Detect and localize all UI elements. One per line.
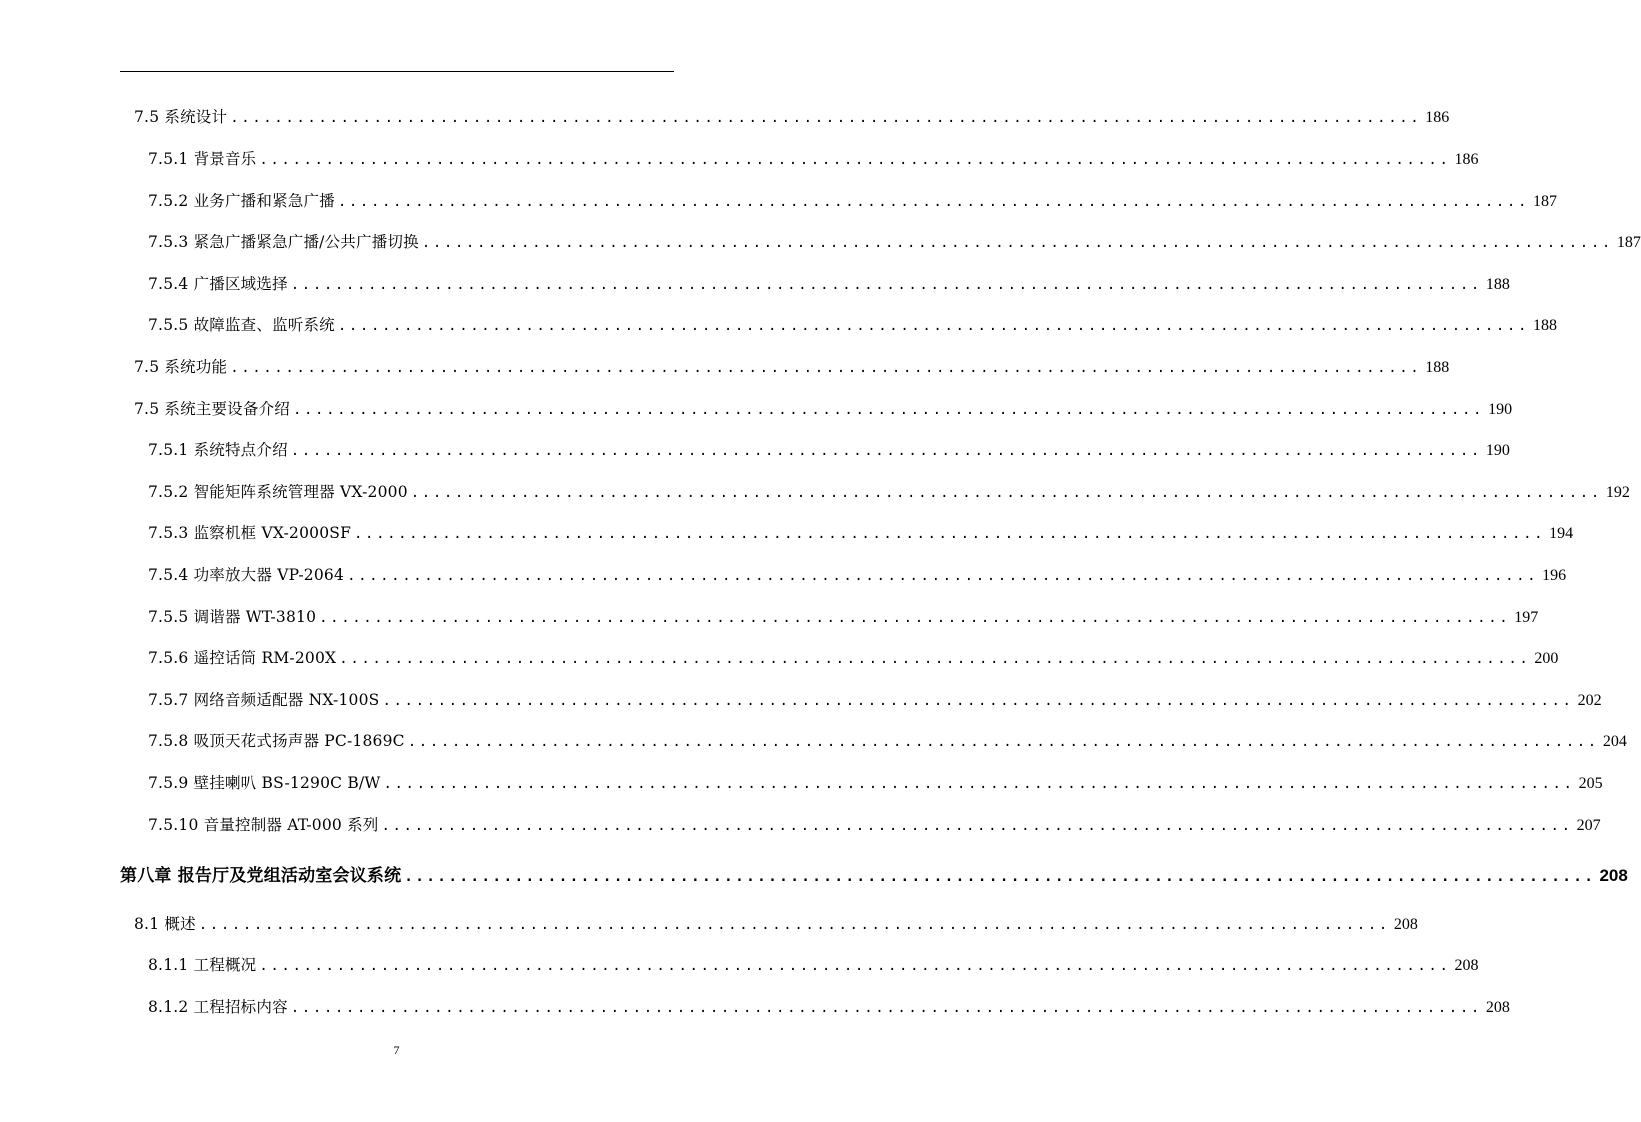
toc-dot-leader: ............................................................................................................ [319,610,1511,626]
toc-entry-page: 194 [1549,525,1574,542]
toc-entry-page: 187 [1532,193,1557,210]
toc-entry-page: 204 [1602,733,1627,750]
toc-dot-leader: ............................................................................................................ [381,818,1573,834]
toc-entry[interactable] [148,521,1574,545]
toc-chapter-entry[interactable] [120,861,1628,886]
toc-dot-leader: ............................................................................................................ [410,485,1602,501]
toc-dot-leader: ............................................................................................................ [404,869,1596,885]
toc-entry-title: 7.5.4 广播区域选择 [148,275,288,293]
toc-entry-title: 7.5 系统功能 [134,358,228,376]
toc-entry-page: 197 [1514,609,1539,626]
toc-entry[interactable] [148,563,1567,587]
toc-entry[interactable] [134,397,1513,421]
toc-dot-leader: ............................................................................................................ [259,958,1451,974]
toc-entry-page: 188 [1532,317,1557,334]
toc-dot-leader: ............................................................................................................ [347,568,1539,584]
toc-entry-title: 7.5.3 紧急广播紧急广播/公共广播切换 [148,233,419,251]
toc-dot-leader: ............................................................................................................ [230,360,1422,376]
toc-dot-leader: ............................................................................................................ [382,693,1574,709]
toc-entry-page: 207 [1576,817,1601,834]
toc-entry-title: 7.5.8 吸顶天花式扬声器 PC-1869C [148,732,405,750]
toc-entry-title: 8.1 概述 [134,915,196,933]
toc-dot-leader: ............................................................................................................ [290,443,1482,459]
toc-dot-leader: ............................................................................................................ [259,152,1451,168]
toc-dot-leader: ............................................................................................................ [292,402,1485,418]
toc-entry[interactable] [134,912,1418,936]
toc-dot-leader: ............................................................................................................ [337,318,1529,334]
toc-entry-title: 7.5.7 网络音频适配器 NX-100S [148,691,380,709]
toc-entry[interactable] [148,646,1559,670]
toc-entry[interactable] [148,813,1601,837]
toc-entry-title: 7.5.6 遥控话筒 RM-200X [148,649,337,667]
toc-entry-title: 7.5.5 故障监查、监听系统 [148,316,335,334]
toc-entry-title: 7.5.4 功率放大器 VP-2064 [148,566,345,584]
toc-entry-page: 208 [1393,916,1418,933]
toc-entry-title: 7.5.10 音量控制器 AT-000 系列 [148,816,379,834]
toc-entry[interactable] [148,605,1539,629]
toc-dot-leader: ............................................................................................................ [407,734,1599,750]
toc-dot-leader: ............................................................................................................ [337,194,1529,210]
toc-entry-title: 7.5.1 背景音乐 [148,150,257,168]
toc-entry-page: 188 [1425,359,1450,376]
toc-entry-title: 7.5.5 调谐器 WT-3810 [148,608,317,626]
toc-entry-page: 205 [1578,775,1603,792]
toc-entry[interactable] [148,995,1510,1019]
toc-entry[interactable] [134,355,1450,379]
toc-entry-title: 7.5.2 智能矩阵系统管理器 VX-2000 [148,483,408,501]
toc-entry[interactable] [148,313,1557,337]
toc-dot-leader: ............................................................................................................ [198,917,1390,933]
toc-entry[interactable] [148,189,1557,213]
toc-entry-page: 196 [1542,567,1567,584]
toc-dot-leader: ............................................................................................................ [290,277,1482,293]
toc-entry[interactable] [148,953,1479,977]
toc-entry-page: 192 [1605,484,1630,501]
toc-entry[interactable] [148,230,1641,254]
toc-entry[interactable] [148,771,1603,795]
toc-entry-page: 208 [1454,957,1479,974]
toc-dot-leader: ............................................................................................................ [354,526,1546,542]
toc-entry-page: 190 [1488,401,1513,418]
toc-entry-title: 7.5.9 壁挂喇叭 BS-1290C B/W [148,774,381,792]
toc-entry-page: 190 [1485,442,1510,459]
toc-dot-leader: ............................................................................................................ [290,1000,1482,1016]
toc-entry-page: 188 [1485,276,1510,293]
toc-entry-page: 208 [1599,866,1628,885]
toc-entry[interactable] [134,105,1450,129]
toc-entry[interactable] [148,147,1479,171]
toc-entry-title: 7.5 系统设计 [134,108,228,126]
toc-entry-title: 第八章 报告厅及党组活动室会议系统 [120,866,402,886]
toc-entry-page: 202 [1577,692,1602,709]
toc-entry[interactable] [148,480,1630,504]
toc-entry-page: 186 [1425,109,1450,126]
toc-entry[interactable] [148,272,1510,296]
toc-dot-leader: ............................................................................................................ [230,110,1422,126]
toc-entry-page: 186 [1454,151,1479,168]
toc-dot-leader: ............................................................................................................ [339,651,1531,667]
toc-entry-title: 8.1.2 工程招标内容 [148,998,288,1016]
toc-entry-page: 187 [1616,234,1641,251]
toc-dot-leader: ............................................................................................................ [383,776,1575,792]
toc-entry-title: 7.5.1 系统特点介绍 [148,441,288,459]
toc-entry-page: 208 [1485,999,1510,1016]
toc-entry[interactable] [148,438,1510,462]
toc-entry-title: 8.1.1 工程概况 [148,956,257,974]
toc-entry[interactable] [148,729,1627,753]
toc-entry-title: 7.5.2 业务广播和紧急广播 [148,192,335,210]
footer-page-number: 7 [393,1043,400,1057]
toc-dot-leader: ............................................................................................................ [421,235,1613,251]
toc-entry[interactable] [148,688,1602,712]
toc-entry-page: 200 [1534,650,1559,667]
toc-entry-title: 7.5 系统主要设备介绍 [134,400,290,418]
toc-entry-title: 7.5.3 监察机框 VX-2000SF [148,524,352,542]
